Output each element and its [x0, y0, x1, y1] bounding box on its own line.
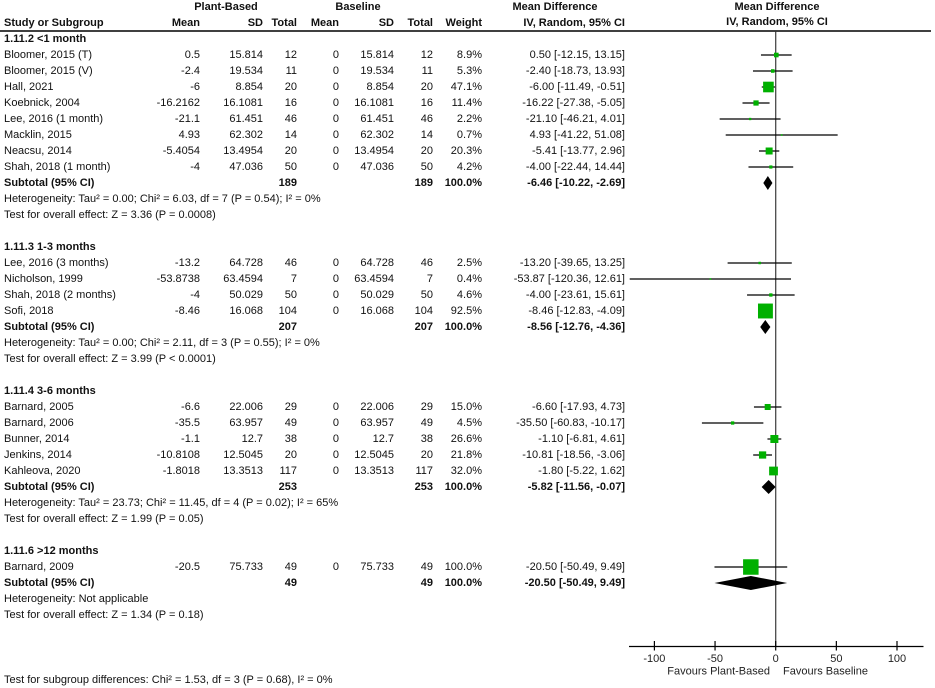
subtotal-weight: 100.0%: [444, 577, 482, 589]
study-row: [0, 47, 628, 63]
study-row: [0, 255, 628, 271]
overall-effect-row: [0, 511, 628, 527]
plant-mean: -20.5: [174, 561, 200, 573]
overall-effect-text: Test for overall effect: Z = 1.34 (P = 0.18): [4, 609, 204, 621]
axis-tick-label: 50: [830, 653, 843, 665]
subtotal-diamond: [762, 480, 776, 494]
effect-square: [731, 421, 734, 424]
base-mean: 0: [332, 113, 339, 125]
subtotal-weight: 100.0%: [444, 321, 482, 333]
md-ci: -13.20 [-39.65, 13.25]: [519, 257, 625, 269]
overall-effect-row: [0, 351, 628, 367]
plant-mean: -8.46: [174, 305, 200, 317]
base-sd: 75.733: [360, 561, 394, 573]
plant-total: 20: [284, 145, 297, 157]
weight: 92.5%: [450, 305, 482, 317]
effect-square: [769, 467, 778, 476]
subtotal-row: [0, 175, 628, 191]
weight: 2.2%: [456, 113, 482, 125]
base-total: 16: [420, 97, 433, 109]
plant-sd: 22.006: [229, 401, 263, 413]
study-name: Nicholson, 1999: [4, 273, 83, 285]
base-total: 50: [420, 289, 433, 301]
plant-mean: -6: [190, 81, 200, 93]
subtotal-label: Subtotal (95% CI): [4, 177, 95, 189]
base-sd: 13.4954: [354, 145, 394, 157]
spacer-row: [0, 367, 628, 383]
plant-sd: 63.4594: [223, 273, 263, 285]
base-total: 117: [415, 465, 433, 477]
subtotal-total: 207: [278, 321, 297, 333]
overall-effect-row: [0, 607, 628, 623]
plant-mean: -6.6: [181, 401, 200, 413]
study-row: [0, 143, 628, 159]
study-row: [0, 79, 628, 95]
col-ci: IV, Random, 95% CI: [523, 17, 625, 29]
plant-mean: -2.4: [181, 65, 200, 77]
axis-tick-label: 100: [887, 653, 907, 665]
weight: 20.3%: [450, 145, 482, 157]
md-ci: -10.81 [-18.56, -3.06]: [522, 449, 625, 461]
table-body: [0, 31, 628, 623]
subgroup-title-row: [0, 383, 628, 399]
base-total: 20: [420, 449, 433, 461]
base-total: 38: [420, 433, 433, 445]
overall-effect-text: Test for overall effect: Z = 1.99 (P = 0.05): [4, 513, 204, 525]
plant-total: 50: [284, 289, 297, 301]
effect-square: [758, 304, 773, 319]
plant-sd: 12.5045: [223, 449, 263, 461]
weight: 4.6%: [456, 289, 482, 301]
md-ci: -35.50 [-60.83, -10.17]: [516, 417, 625, 429]
md-ci: 0.50 [-12.15, 13.15]: [529, 49, 625, 61]
base-sd: 12.7: [372, 433, 394, 445]
base-mean: 0: [332, 145, 339, 157]
base-sd: 61.451: [360, 113, 394, 125]
plant-mean: -4: [190, 289, 200, 301]
base-total: 7: [426, 273, 433, 285]
base-sd: 12.5045: [354, 449, 394, 461]
weight: 11.4%: [451, 97, 482, 109]
study-name: Koebnick, 2004: [4, 97, 80, 109]
effect-square: [759, 451, 766, 458]
md-ci: -2.40 [-18.73, 13.93]: [525, 65, 625, 77]
effect-square: [781, 134, 783, 136]
study-name: Hall, 2021: [4, 81, 54, 93]
plant-sd: 75.733: [229, 561, 263, 573]
subtotal-label: Subtotal (95% CI): [4, 481, 95, 493]
column-header-row: [0, 15, 628, 31]
plant-mean: -13.2: [174, 257, 200, 269]
weight: 100.0%: [444, 561, 482, 573]
subtotal-ci_text: -5.82 [-11.56, -0.07]: [527, 481, 625, 493]
effect-square: [763, 82, 774, 93]
md-ci: -6.00 [-11.49, -0.51]: [529, 81, 625, 93]
base-sd: 19.534: [360, 65, 394, 77]
md-ci: -16.22 [-27.38, -5.05]: [522, 97, 625, 109]
md-ci: -20.50 [-50.49, 9.49]: [525, 561, 625, 573]
base-total: 46: [420, 257, 433, 269]
study-row: [0, 159, 628, 175]
heterogeneity-text: Heterogeneity: Not applicable: [4, 593, 149, 605]
md-ci: -6.60 [-17.93, 4.73]: [532, 401, 625, 413]
spacer-row: [0, 223, 628, 239]
base-sd: 13.3513: [354, 465, 394, 477]
plant-mean: -5.4054: [162, 145, 200, 157]
effect-square: [769, 293, 772, 296]
subtotal-total: 253: [278, 481, 297, 493]
base-sd: 62.302: [360, 129, 394, 141]
plant-mean: -16.2162: [156, 97, 200, 109]
heterogeneity-row: [0, 591, 628, 607]
study-row: [0, 559, 628, 575]
base-sd: 15.814: [360, 49, 394, 61]
overall-effect-text: Test for overall effect: Z = 3.36 (P = 0.0008): [4, 209, 216, 221]
axis-tick-label: 0: [772, 653, 779, 665]
base-mean: 0: [332, 305, 339, 317]
subgroup-title: 1.11.6 >12 months: [4, 545, 99, 557]
study-name: Bunner, 2014: [4, 433, 70, 445]
subgroup-title-row: [0, 543, 628, 559]
base-mean: 0: [332, 129, 339, 141]
base-mean: 0: [332, 417, 339, 429]
study-row: [0, 303, 628, 319]
study-row: [0, 447, 628, 463]
base-sd: 50.029: [360, 289, 394, 301]
heterogeneity-row: [0, 191, 628, 207]
study-name: Sofi, 2018: [4, 305, 54, 317]
effect-square: [766, 148, 773, 155]
heterogeneity-text: Heterogeneity: Tau² = 0.00; Chi² = 6.03, df = 7 (P = 0.54); I² = 0%: [4, 193, 321, 205]
subgroup-title: 1.11.3 1-3 months: [4, 241, 96, 253]
plant-sd: 64.728: [229, 257, 263, 269]
study-row: [0, 111, 628, 127]
study-row: [0, 127, 628, 143]
plant-total: 49: [284, 417, 297, 429]
weight: 47.1%: [450, 81, 482, 93]
base-mean: 0: [332, 449, 339, 461]
base-total: 29: [420, 401, 433, 413]
effect-square: [765, 404, 771, 410]
effect-square: [771, 69, 775, 73]
base-sd: 64.728: [360, 257, 394, 269]
base-sd: 16.068: [360, 305, 394, 317]
col-study: Study or Subgroup: [4, 17, 104, 29]
col-weight: Weight: [445, 17, 482, 29]
col-base-sd: SD: [378, 17, 394, 29]
md-ci: -21.10 [-46.21, 4.01]: [525, 113, 625, 125]
plant-total: 104: [278, 305, 297, 317]
plant-mean: 0.5: [184, 49, 200, 61]
subtotal-diamond: [714, 576, 787, 590]
base-sd: 47.036: [360, 161, 394, 173]
weight: 2.5%: [456, 257, 482, 269]
subtotal-label: Subtotal (95% CI): [4, 321, 95, 333]
plant-total: 38: [284, 433, 297, 445]
study-row: [0, 399, 628, 415]
subtotal-row: [0, 575, 628, 591]
subtotal-total: 189: [278, 177, 297, 189]
subgroup-title-row: [0, 239, 628, 255]
plant-sd: 13.3513: [223, 465, 263, 477]
study-name: Neacsu, 2014: [4, 145, 72, 157]
base-total: 50: [420, 161, 433, 173]
plant-sd: 50.029: [229, 289, 263, 301]
subgroup-title: 1.11.2 <1 month: [4, 33, 87, 45]
weight: 8.9%: [456, 49, 482, 61]
plant-total: 20: [284, 449, 297, 461]
plant-mean: -1.1: [181, 433, 200, 445]
subtotal-weight: 100.0%: [444, 481, 482, 493]
base-mean: 0: [332, 161, 339, 173]
subtotal-row: [0, 319, 628, 335]
base-sd: 22.006: [360, 401, 394, 413]
base-mean: 0: [332, 561, 339, 573]
study-row: [0, 271, 628, 287]
plant-mean: -21.1: [174, 113, 200, 125]
base-total: 46: [420, 113, 433, 125]
weight: 26.6%: [450, 433, 482, 445]
study-name: Barnard, 2006: [4, 417, 74, 429]
base-total: 20: [420, 145, 433, 157]
study-row: [0, 463, 628, 479]
study-name: Lee, 2016 (3 months): [4, 257, 109, 269]
subtotal-b_total: 49: [420, 577, 433, 589]
base-total: 12: [420, 49, 433, 61]
subtotal-ci_text: -20.50 [-50.49, 9.49]: [524, 577, 625, 589]
weight: 4.2%: [456, 161, 482, 173]
study-row: [0, 287, 628, 303]
favours-right-label: Favours Baseline: [783, 665, 868, 678]
col-plant-sd: SD: [247, 17, 263, 29]
col-base-total: Total: [407, 17, 433, 29]
study-name: Macklin, 2015: [4, 129, 72, 141]
plant-sd: 13.4954: [223, 145, 263, 157]
effect-square: [769, 165, 772, 168]
subtotal-diamond: [760, 320, 770, 334]
heterogeneity-text: Heterogeneity: Tau² = 0.00; Chi² = 2.11, df = 3 (P = 0.55); I² = 0%: [4, 337, 320, 349]
study-name: Shah, 2018 (1 month): [4, 161, 111, 173]
plant-total: 117: [279, 465, 297, 477]
plant-total: 46: [284, 113, 297, 125]
plant-sd: 16.1081: [223, 97, 263, 109]
spacer-row: [0, 527, 628, 543]
plant-sd: 16.068: [229, 305, 263, 317]
axis-tick-label: -50: [707, 653, 724, 665]
study-name: Kahleova, 2020: [4, 465, 81, 477]
weight: 4.5%: [456, 417, 482, 429]
base-sd: 16.1081: [354, 97, 394, 109]
plant-sd: 61.451: [229, 113, 263, 125]
md-ci: -4.00 [-22.44, 14.44]: [525, 161, 625, 173]
effect-square: [774, 53, 779, 58]
weight: 0.4%: [456, 273, 482, 285]
study-name: Shah, 2018 (2 months): [4, 289, 116, 301]
weight: 0.7%: [456, 129, 482, 141]
md-ci: -5.41 [-13.77, 2.96]: [532, 145, 625, 157]
col-plant-mean: Mean: [171, 17, 200, 29]
effect-square: [770, 435, 778, 443]
base-total: 14: [420, 129, 433, 141]
heterogeneity-text: Heterogeneity: Tau² = 23.73; Chi² = 11.45, df = 4 (P = 0.02); I² = 65%: [4, 497, 339, 509]
study-row: [0, 431, 628, 447]
overall-effect-row: [0, 207, 628, 223]
effect-square: [743, 559, 759, 575]
plant-total: 12: [284, 49, 297, 61]
col-plant-total: Total: [271, 17, 297, 29]
plant-mean: -53.8738: [156, 273, 200, 285]
plant-total: 11: [285, 65, 297, 77]
subtotal-diamond: [763, 176, 772, 190]
overall-effect-text: Test for overall effect: Z = 3.99 (P < 0.0001): [4, 353, 216, 365]
base-mean: 0: [332, 289, 339, 301]
base-total: 49: [420, 417, 433, 429]
plant-sd: 62.302: [229, 129, 263, 141]
study-name: Jenkins, 2014: [4, 449, 72, 461]
subgroup-differences-text: Test for subgroup differences: Chi² = 1.53, df = 3 (P = 0.68), I² = 0%: [4, 674, 333, 686]
plant-sd: 47.036: [229, 161, 263, 173]
subtotal-label: Subtotal (95% CI): [4, 577, 95, 589]
axis-tick-label: -100: [643, 653, 666, 665]
heterogeneity-row: [0, 335, 628, 351]
base-mean: 0: [332, 257, 339, 269]
base-mean: 0: [332, 433, 339, 445]
base-total: 49: [420, 561, 433, 573]
plant-mean: -4: [190, 161, 200, 173]
base-mean: 0: [332, 97, 339, 109]
plant-total: 46: [284, 257, 297, 269]
effect-square: [753, 100, 758, 105]
plant-sd: 15.814: [229, 49, 263, 61]
base-mean: 0: [332, 465, 339, 477]
heterogeneity-row: [0, 495, 628, 511]
effect-header-left: Mean Difference: [512, 1, 598, 13]
weight: 32.0%: [450, 465, 482, 477]
plant-total: 20: [284, 81, 297, 93]
baseline-group-header: Baseline: [335, 1, 381, 13]
study-row: [0, 95, 628, 111]
effect-square: [758, 262, 760, 264]
base-total: 20: [420, 81, 433, 93]
base-sd: 8.854: [366, 81, 394, 93]
weight: 21.8%: [450, 449, 482, 461]
favours-left-label: Favours Plant-Based: [667, 665, 770, 678]
base-total: 104: [414, 305, 433, 317]
md-ci: 4.93 [-41.22, 51.08]: [529, 129, 625, 141]
plant-total: 14: [284, 129, 297, 141]
plant-total: 50: [284, 161, 297, 173]
subtotal-ci_text: -8.56 [-12.76, -4.36]: [527, 321, 625, 333]
study-name: Lee, 2016 (1 month): [4, 113, 104, 125]
md-ci: -4.00 [-23.61, 15.61]: [525, 289, 625, 301]
effect-header-right: Mean Difference: [734, 1, 820, 13]
md-ci: -1.80 [-5.22, 1.62]: [538, 465, 625, 477]
plant-sd: 8.854: [235, 81, 263, 93]
plant-mean: -1.8018: [162, 465, 200, 477]
plant-total: 7: [290, 273, 297, 285]
subtotal-row: [0, 479, 628, 495]
base-total: 11: [421, 65, 433, 77]
study-row: [0, 415, 628, 431]
base-mean: 0: [332, 49, 339, 61]
study-name: Bloomer, 2015 (T): [4, 49, 93, 61]
col-base-mean: Mean: [310, 17, 339, 29]
subgroup-title: 1.11.4 3-6 months: [4, 385, 96, 397]
md-ci: -1.10 [-6.81, 4.61]: [538, 433, 625, 445]
md-ci: -8.46 [-12.83, -4.09]: [528, 305, 625, 317]
base-mean: 0: [332, 401, 339, 413]
plant-total: 49: [284, 561, 297, 573]
plant-mean: -35.5: [174, 417, 200, 429]
weight: 5.3%: [456, 65, 482, 77]
plant-based-group-header: Plant-Based: [194, 1, 258, 13]
base-mean: 0: [332, 65, 339, 77]
base-mean: 0: [332, 81, 339, 93]
weight: 15.0%: [450, 401, 482, 413]
base-sd: 63.4594: [354, 273, 394, 285]
subgroup-title-row: [0, 31, 628, 47]
subtotal-ci_text: -6.46 [-10.22, -2.69]: [527, 177, 625, 189]
plant-mean: -10.8108: [156, 449, 200, 461]
subtotal-b_total: 253: [414, 481, 433, 493]
base-sd: 63.957: [360, 417, 394, 429]
study-name: Bloomer, 2015 (V): [4, 65, 93, 77]
base-mean: 0: [332, 273, 339, 285]
plant-sd: 63.957: [229, 417, 263, 429]
plant-total: 29: [284, 401, 297, 413]
effect-square: [749, 118, 751, 120]
plant-sd: 19.534: [229, 65, 263, 77]
subtotal-b_total: 189: [414, 177, 433, 189]
study-name: Barnard, 2005: [4, 401, 74, 413]
subtotal-total: 49: [284, 577, 297, 589]
plant-sd: 12.7: [241, 433, 263, 445]
study-row: [0, 63, 628, 79]
plant-total: 16: [284, 97, 297, 109]
effect-square: [710, 278, 712, 280]
md-ci: -53.87 [-120.36, 12.61]: [513, 273, 625, 285]
study-name: Barnard, 2009: [4, 561, 74, 573]
subtotal-weight: 100.0%: [444, 177, 482, 189]
model-header-right: IV, Random, 95% CI: [726, 16, 828, 28]
plant-mean: 4.93: [178, 129, 200, 141]
subtotal-b_total: 207: [414, 321, 433, 333]
